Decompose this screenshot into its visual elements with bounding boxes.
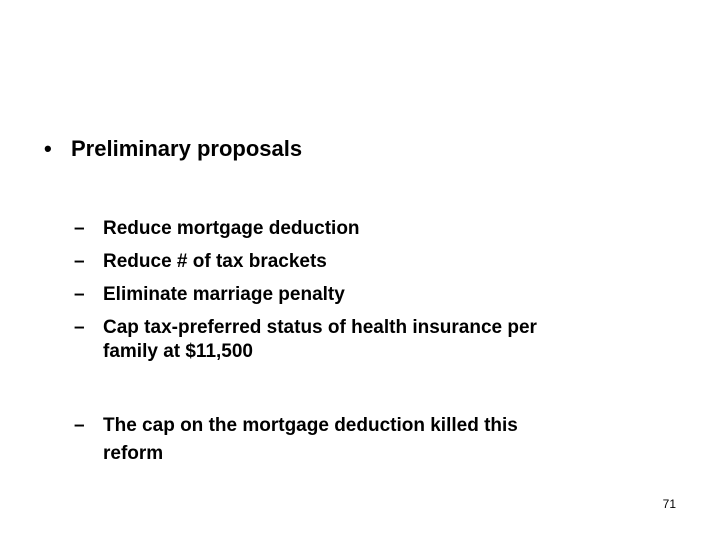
- main-bullet: [44, 134, 302, 164]
- note-text-continuation: reform: [103, 443, 164, 464]
- list-item: [74, 278, 674, 311]
- list-item: [74, 212, 674, 245]
- list-item-text: Reduce mortgage deduction: [103, 218, 360, 239]
- list-item-text: Cap tax-preferred status of health insurance per: [103, 317, 537, 338]
- note-item: [74, 412, 674, 468]
- list-item: [74, 245, 674, 278]
- list-item-text-continuation: family at $11,500: [103, 341, 253, 362]
- dash-marker: –: [74, 317, 85, 338]
- bullet-marker: •: [44, 136, 52, 161]
- dash-marker: –: [74, 415, 85, 436]
- main-bullet-text: Preliminary proposals: [71, 136, 303, 161]
- list-item-text: Reduce # of tax brackets: [103, 251, 327, 272]
- dash-marker: –: [74, 284, 85, 305]
- proposal-list: [74, 212, 674, 364]
- note-text: The cap on the mortgage deduction killed this: [103, 415, 518, 436]
- page-number: 71: [662, 497, 676, 511]
- dash-marker: –: [74, 218, 85, 239]
- dash-marker: –: [74, 251, 85, 272]
- list-item-text: Eliminate marriage penalty: [103, 284, 345, 305]
- list-item: [74, 311, 674, 364]
